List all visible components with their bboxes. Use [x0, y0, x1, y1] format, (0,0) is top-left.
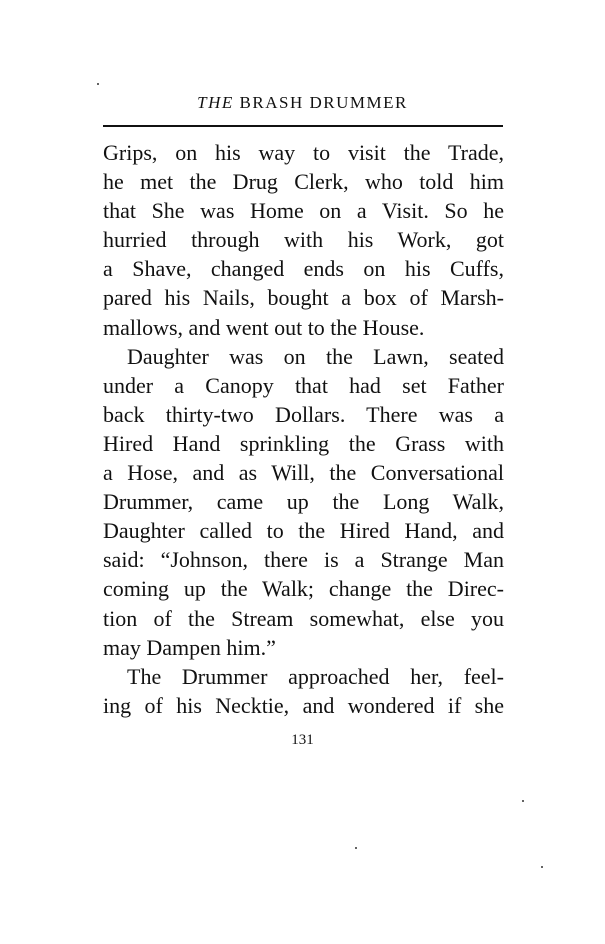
text-line: under a Canopy that had set Father	[103, 372, 504, 398]
scan-speck	[541, 866, 543, 868]
body-text	[103, 138, 504, 720]
text-line: Hired Hand sprinkling the Grass with	[103, 430, 504, 456]
text-line: mallows, and went out to the House.	[103, 314, 425, 340]
text-line: The Drummer approached her, feel-	[127, 663, 504, 689]
text-line: back thirty-two Dollars. There was a	[103, 401, 504, 427]
text-line: may Dampen him.”	[103, 634, 276, 660]
text-line: Daughter was on the Lawn, seated	[127, 343, 504, 369]
text-line: Drummer, came up the Long Walk,	[103, 489, 504, 515]
text-line: he met the Drug Clerk, who told him	[103, 169, 504, 195]
scan-speck	[355, 847, 357, 849]
header-rule	[103, 125, 503, 127]
text-line: hurried through with his Work, got	[103, 227, 504, 253]
text-line: a Shave, changed ends on his Cuffs,	[103, 256, 504, 282]
text-line: ing of his Necktie, and wondered if she	[103, 692, 504, 718]
text-line: that She was Home on a Visit. So he	[103, 198, 504, 224]
text-line: coming up the Walk; change the Direc-	[103, 576, 504, 602]
text-line: Grips, on his way to visit the Trade,	[103, 140, 504, 165]
page-number: 131	[291, 732, 314, 748]
scan-speck	[97, 83, 99, 85]
text-line: pared his Nails, bought a box of Marsh-	[103, 285, 504, 311]
running-head	[0, 93, 605, 113]
running-head-title: BRASH DRUMMER	[239, 93, 408, 112]
text-line: said: “Johnson, there is a Strange Man	[103, 547, 504, 573]
scan-speck	[522, 800, 524, 802]
text-line: Daughter called to the Hired Hand, and	[103, 518, 504, 544]
text-line: tion of the Stream somewhat, else you	[103, 605, 504, 631]
text-line: a Hose, and as Will, the Conversational	[103, 460, 504, 486]
running-head-italic: THE	[197, 93, 234, 112]
